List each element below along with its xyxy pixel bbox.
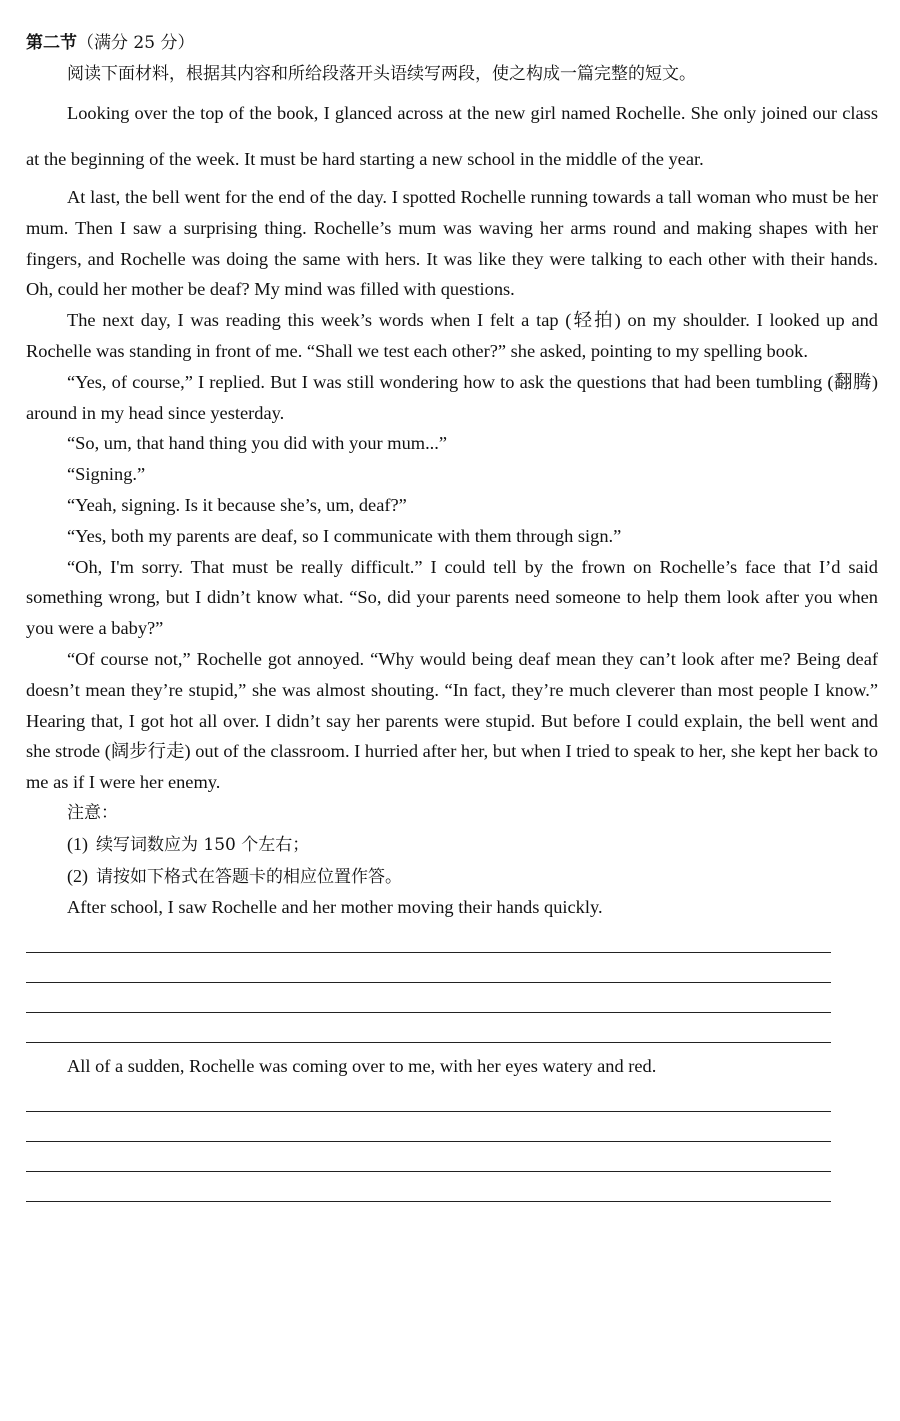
- story-paragraph: “Yes, of course,” I replied. But I was still wondering how to ask the questions that had been tumbling (翻腾) around in my head since yesterday.: [26, 371, 878, 423]
- writing-line[interactable]: [26, 953, 831, 983]
- story-paragraph: “Oh, I'm sorry. That must be really difficult.” I could tell by the frown on Rochelle’s face that I’d said something wrong, but I didn’t know what. “So, did your parents need someone to help them look after you when you were a baby?”: [26, 556, 878, 639]
- writing-line[interactable]: [26, 1112, 831, 1142]
- section-score: （满分 25 分）: [77, 33, 195, 53]
- section-heading: [26, 28, 878, 59]
- story-paragraph: At last, the bell went for the end of the day. I spotted Rochelle running towards a tall woman who must be her mum. Then I saw a surprising thing. Rochelle’s mum was waving her arms round and making shapes with her fingers, and Rochelle was doing the same with hers. It was like they were talking to each other with their hands. Oh, could her mother be deaf? My mind was filled with questions.: [26, 187, 878, 300]
- story-paragraph: “Of course not,” Rochelle got annoyed. “Why would being deaf mean they can’t look after me? Being deaf doesn’t mean they’re stupid,” she was almost shouting. “In fact, they’re much cleverer than most people I know.” Hearing that, I got hot all over. I didn’t say her parents were stupid. But before I could explain, the bell went and she strode (阔步行走) out of the classroom. I hurried after her, but when I tried to speak to her, she kept her back to me as if I were her enemy.: [26, 648, 878, 793]
- story-paragraph: The next day, I was reading this week’s words when I felt a tap (轻拍) on my shoulder. I looked up and Rochelle was standing in front of me. “Shall we test each other?” she asked, pointing to my spelling book.: [26, 310, 878, 361]
- writing-line[interactable]: [26, 923, 831, 953]
- note-text: 续写词数应为 150 个左右；: [96, 834, 310, 855]
- paragraph-two-starter: All of a sudden, Rochelle was coming over to me, with her eyes watery and red.: [67, 1056, 657, 1077]
- story-paragraph: “So, um, that hand thing you did with your mum...”: [67, 433, 448, 454]
- spacer: [26, 1043, 878, 1051]
- note-text: 请按如下格式在答题卡的相应位置作答。: [96, 866, 402, 887]
- task-instruction: 阅读下面材料，根据其内容和所给段落开头语续写两段，使之构成一篇完整的短文。: [67, 64, 696, 84]
- writing-line[interactable]: [26, 983, 831, 1013]
- answer-lines-paragraph-two: [26, 1082, 831, 1202]
- exam-page: [26, 28, 878, 1202]
- note-item: [26, 829, 878, 861]
- story-paragraph: Looking over the top of the book, I glanced across at the new girl named Rochelle. She only joined our class at the beginning of the week. It must be hard starting a new school in the middle of the year.: [26, 103, 878, 169]
- section-title: 第二节: [26, 33, 77, 53]
- note-item: [26, 861, 878, 893]
- notes-heading: 注意：: [67, 802, 118, 823]
- writing-line[interactable]: [26, 1013, 831, 1043]
- answer-lines-paragraph-one: [26, 923, 831, 1043]
- story-paragraph: “Signing.”: [67, 464, 146, 485]
- note-number: (1): [67, 833, 88, 854]
- story-paragraph: “Yeah, signing. Is it because she’s, um, deaf?”: [67, 494, 407, 515]
- writing-line[interactable]: [26, 1142, 831, 1172]
- story-paragraph: “Yes, both my parents are deaf, so I communicate with them through sign.”: [67, 525, 622, 546]
- note-number: (2): [67, 865, 88, 886]
- writing-line[interactable]: [26, 1082, 831, 1112]
- writing-line[interactable]: [26, 1172, 831, 1202]
- paragraph-one-starter: After school, I saw Rochelle and her mother moving their hands quickly.: [67, 897, 603, 918]
